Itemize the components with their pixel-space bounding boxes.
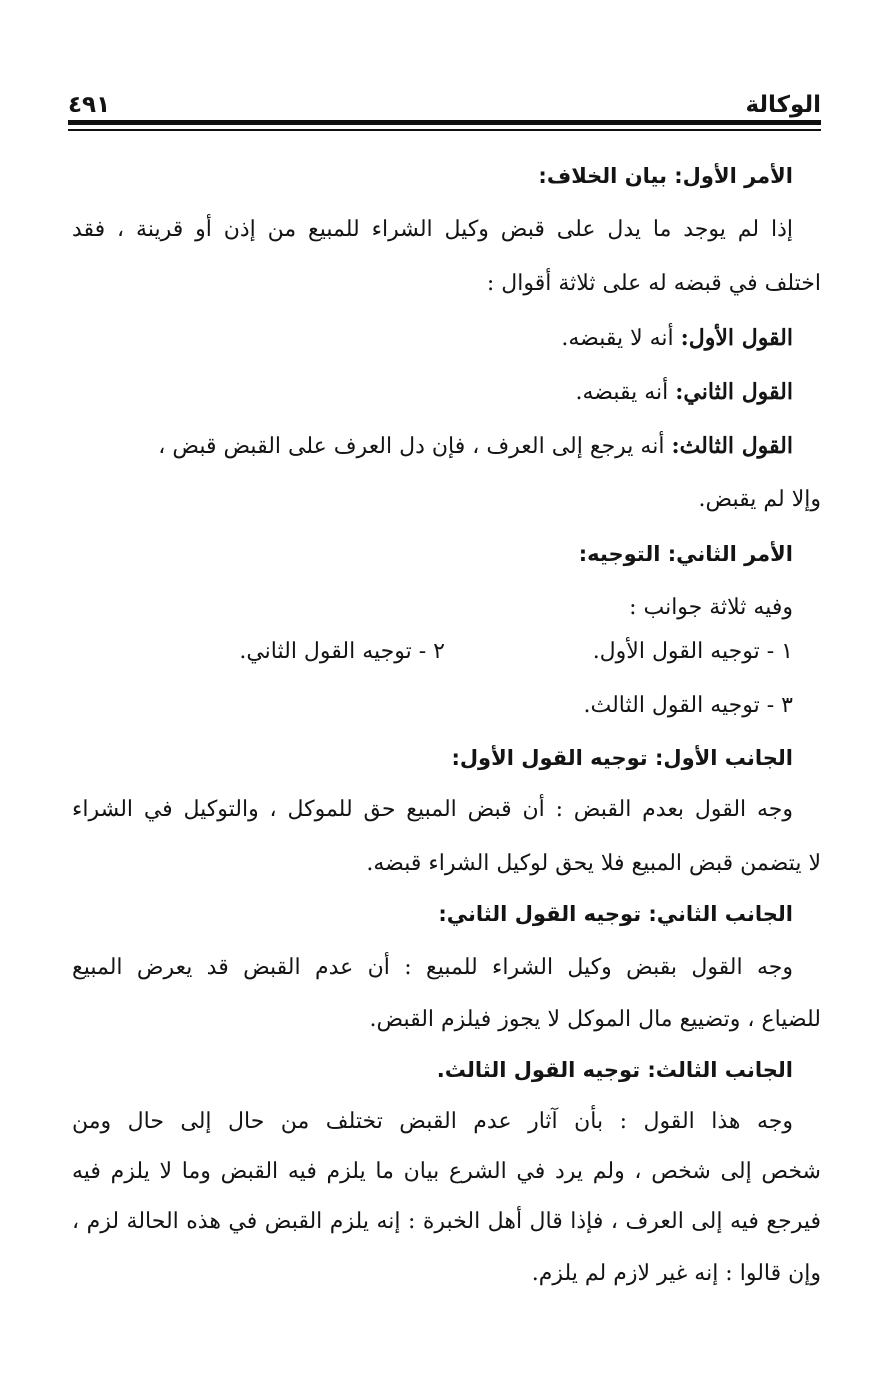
paragraph-line: وجه القول بعدم القبض : أن قبض المبيع حق للموكل ، والتوكيل في الشراء bbox=[72, 797, 793, 822]
header-rule-thick bbox=[68, 120, 821, 125]
paragraph-line: شخص إلى شخص ، ولم يرد في الشرع بيان ما يلزم فيه القبض وما لا يلزم فيه bbox=[72, 1159, 821, 1184]
paragraph-line: وجه هذا القول : بأن آثار عدم القبض تختلف من حال إلى حال ومن bbox=[72, 1109, 793, 1134]
list-item: ٢ - توجيه القول الثاني. bbox=[239, 639, 445, 664]
section-heading: الأمر الأول: بيان الخلاف: bbox=[538, 164, 793, 188]
paragraph-line: إذا لم يوجد ما يدل على قبض وكيل الشراء للمبيع من إذن أو قرينة ، فقد bbox=[72, 217, 793, 242]
opinion-3 bbox=[72, 424, 793, 468]
paragraph-line: وإن قالوا : إنه غير لازم لم يلزم. bbox=[531, 1261, 821, 1286]
subsection-heading: الجانب الثاني: توجيه القول الثاني: bbox=[438, 902, 793, 926]
subsection-heading: الجانب الثالث: توجيه القول الثالث. bbox=[436, 1058, 793, 1082]
paragraph-line: للضياع ، وتضييع مال الموكل لا يجوز فيلزم القبض. bbox=[369, 1007, 821, 1032]
page-number: ٤٩١ bbox=[68, 92, 111, 118]
opinion-text: أنه يقبضه. bbox=[575, 380, 676, 405]
opinion-label: القول الثاني: bbox=[675, 379, 793, 405]
paragraph-line: لا يتضمن قبض المبيع فلا يحق لوكيل الشراء قبضه. bbox=[366, 851, 821, 876]
opinion-label: القول الثالث: bbox=[671, 433, 793, 459]
opinion-text: أنه يرجع إلى العرف ، فإن دل العرف على القبض قبض ، bbox=[158, 434, 672, 459]
paragraph-line: اختلف في قبضه له على ثلاثة أقوال : bbox=[486, 271, 821, 296]
paragraph-line: وفيه ثلاثة جوانب : bbox=[629, 595, 793, 620]
paragraph-line: فيرجع فيه إلى العرف ، فإذا قال أهل الخبرة : إنه يلزم القبض في هذه الحالة لزم ، bbox=[72, 1209, 821, 1234]
running-title: الوكالة bbox=[745, 92, 821, 118]
opinion-label: القول الأول: bbox=[680, 325, 793, 351]
paragraph-line: وجه القول بقبض وكيل الشراء للمبيع : أن عدم القبض قد يعرض المبيع bbox=[72, 955, 793, 980]
list-item: ١ - توجيه القول الأول. bbox=[592, 639, 793, 664]
header-rule-thin bbox=[68, 129, 821, 131]
opinion-text: أنه لا يقبضه. bbox=[561, 326, 681, 351]
section-heading: الأمر الثاني: التوجيه: bbox=[578, 542, 793, 566]
opinion-1 bbox=[72, 316, 793, 360]
opinion-2 bbox=[72, 370, 793, 414]
subsection-heading: الجانب الأول: توجيه القول الأول: bbox=[451, 746, 793, 770]
page-header bbox=[68, 84, 821, 118]
list-item: ٣ - توجيه القول الثالث. bbox=[583, 693, 793, 718]
paragraph-line: وإلا لم يقبض. bbox=[698, 487, 821, 512]
